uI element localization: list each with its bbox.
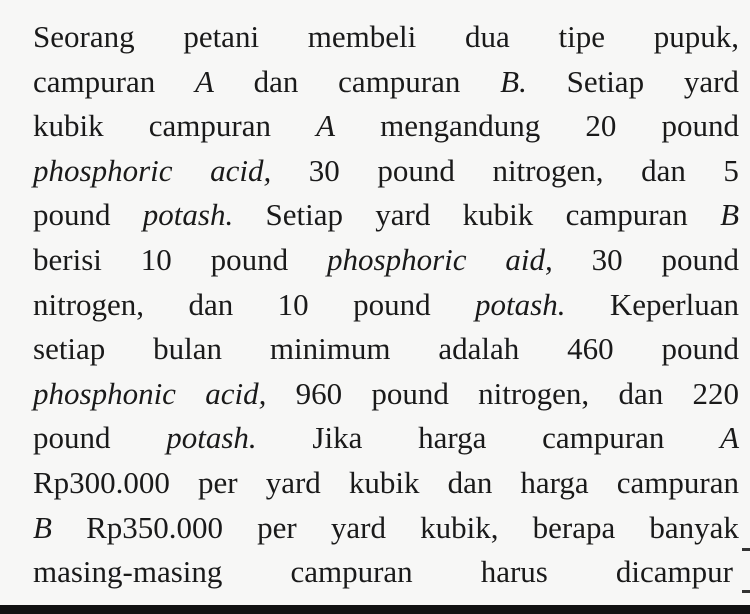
word: nitrogen, [33,286,145,322]
word: dan [641,152,686,188]
text-line [33,372,739,417]
word: berapa [532,509,616,545]
word: harga [520,464,589,500]
word: Rp300.000 [33,464,170,500]
word: pound [661,108,739,144]
word: campuran [290,554,413,590]
word: campuran [616,464,739,500]
word: phosphonic [33,375,176,411]
word: yard [375,197,431,233]
word: aid, [505,241,553,277]
word: B [33,509,52,545]
word: 220 [692,375,739,411]
word: 960 [295,375,343,411]
word: 460 [567,331,614,367]
word: pound [210,241,289,277]
word: petani [183,19,260,54]
word: yard [683,63,739,99]
text-line [33,15,739,60]
word: nitrogen, [492,152,604,188]
word: pupuk, [653,19,739,54]
word: bulan [153,331,223,367]
margin-mark [742,548,750,551]
word: yard [330,509,386,545]
margin-mark [742,590,750,593]
word: campuran [148,108,271,144]
word: harga [418,420,487,456]
word: membeli [307,19,417,54]
word: pound [661,241,739,277]
word: dua [464,19,510,54]
word: 10 [140,241,172,277]
word: campuran [33,63,156,99]
word: harus [480,554,548,590]
word: B [720,197,739,233]
word: pound [33,420,111,456]
text-line [33,506,739,551]
word: Keperluan [609,286,739,322]
word: 30 [591,241,623,277]
word: yard [265,464,321,500]
text-line [33,104,739,149]
word: kubik [348,464,420,500]
text-line [33,193,739,238]
word: pound [377,152,455,188]
word: dicampur [615,554,733,590]
word: Setiap [566,63,645,99]
word: 30 [308,152,340,188]
word: kubik [33,108,104,144]
word: minimum [269,331,391,367]
word: berisi [33,241,102,277]
word: per [257,509,297,545]
word: pound [353,286,431,322]
word: Jika [312,420,363,456]
word: per [198,464,238,500]
text-line [33,550,733,595]
word: dan [447,464,493,500]
word: adalah [438,331,520,367]
word: dan [618,375,664,411]
text-line [33,60,739,105]
word: 10 [277,286,309,322]
word: kubik, [420,509,499,545]
word: pound [661,331,739,367]
word: potash. [142,197,234,233]
word: A [316,108,335,144]
word: acid, [205,375,267,411]
word: Seorang [33,19,135,54]
word: 20 [585,108,617,144]
word: tipe [558,19,605,54]
word: masing-masing [33,554,223,590]
word: A [194,63,214,99]
text-line [33,461,739,506]
word: pound [371,375,449,411]
bottom-border [0,605,750,614]
word: Rp350.000 [86,509,224,545]
text-line [33,416,739,461]
word: 5 [723,152,739,188]
text-line [33,238,739,283]
word: Setiap [265,197,343,233]
text-line [33,149,739,194]
word: A [720,420,739,456]
word: potash. [475,286,566,322]
word: campuran [338,63,461,99]
word: mengandung [380,108,541,144]
problem-text [33,15,739,595]
word: dan [253,63,299,99]
word: kubik [462,197,534,233]
word: pound [33,197,111,233]
word: phosphoric [327,241,467,277]
word: phosphoric [33,152,173,188]
word: campuran [542,420,665,456]
text-line [33,283,739,328]
word: campuran [565,197,688,233]
word: nitrogen, [478,375,590,411]
word: dan [188,286,234,322]
word: setiap [33,331,106,367]
word: banyak [649,509,739,545]
text-line [33,327,739,372]
word: acid, [210,152,272,188]
word: potash. [166,420,257,456]
word: B. [500,63,527,99]
